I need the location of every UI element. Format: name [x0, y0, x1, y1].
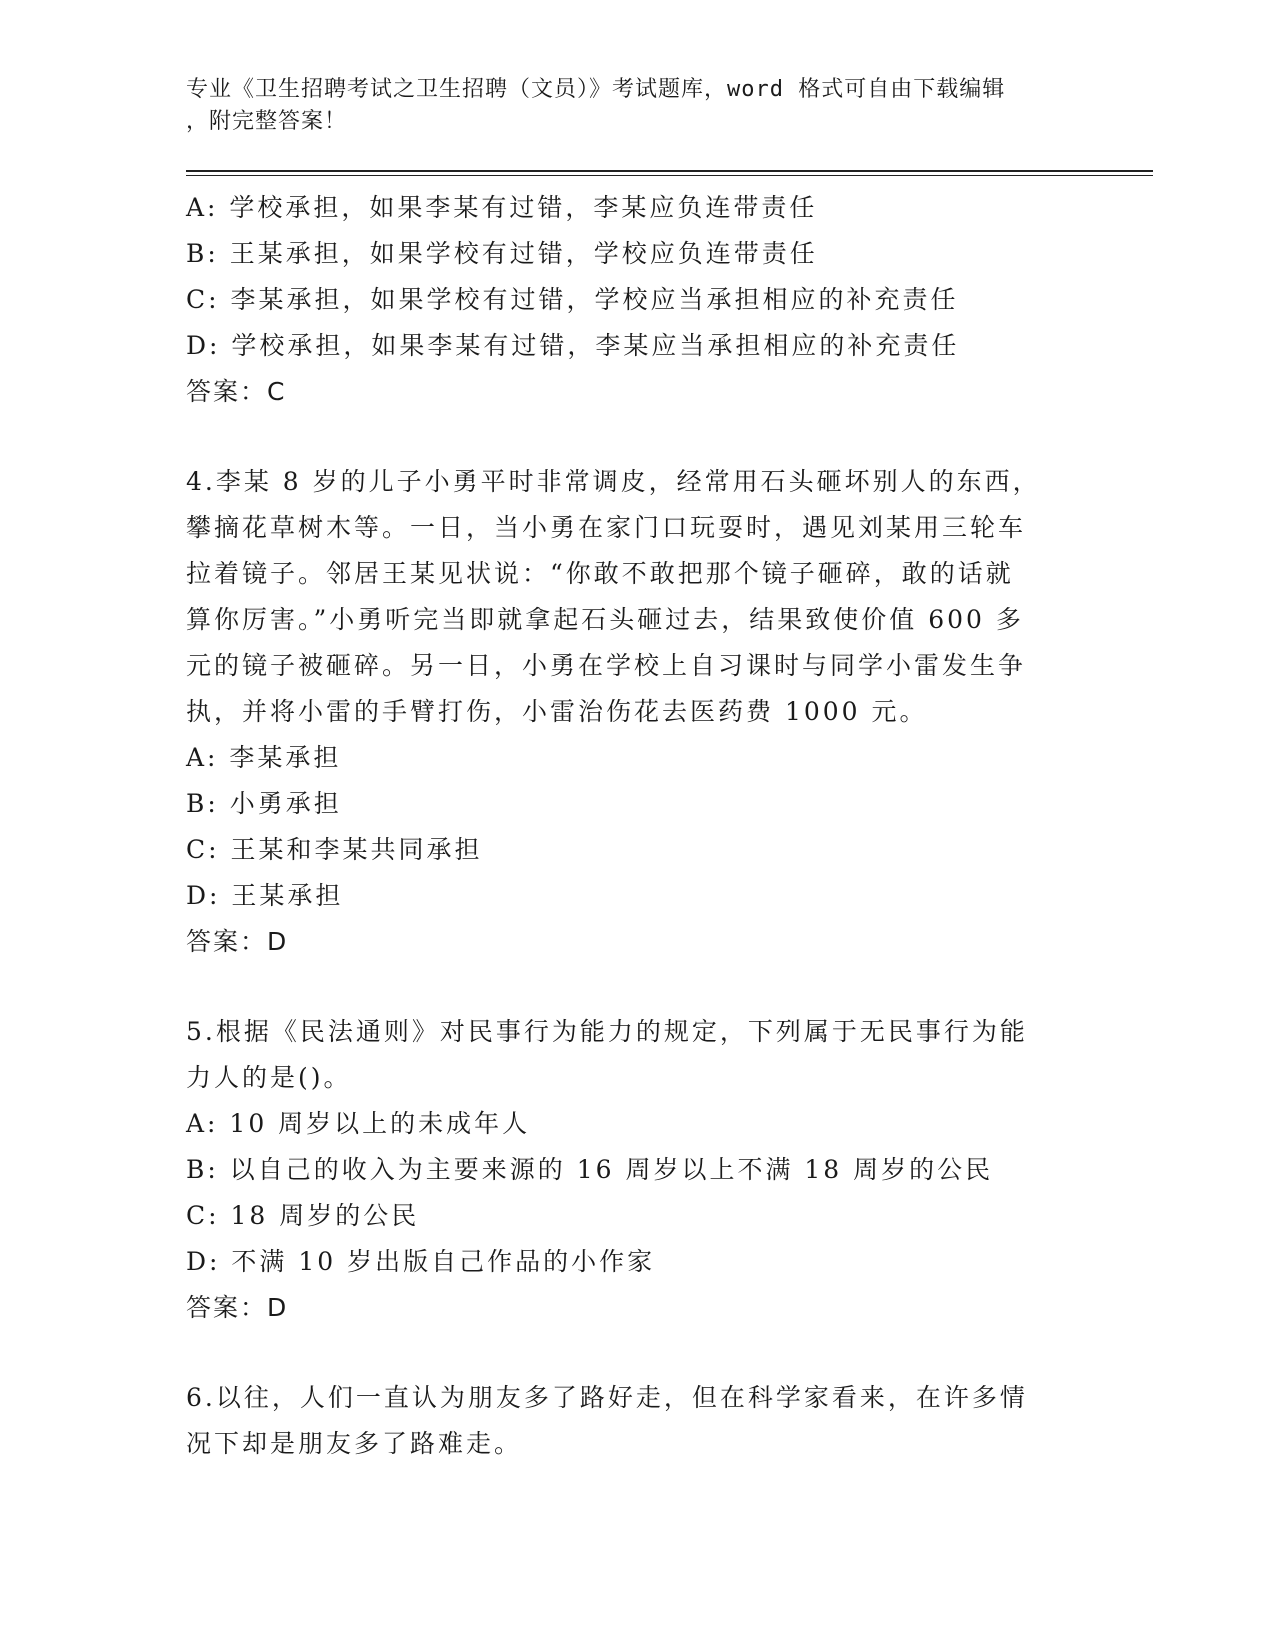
q4-stem-line-6: 执，并将小雷的手臂打伤，小雷治伤花去医药费 1000 元。 [186, 697, 928, 726]
header-rule-upper [186, 170, 1153, 172]
q3-option-c: C: 李某承担，如果学校有过错，学校应当承担相应的补充责任 [186, 285, 959, 314]
q3-answer: 答案：C [186, 377, 287, 406]
q4-stem-line-2: 攀摘花草树木等。一日，当小勇在家门口玩耍时，遇见刘某用三轮车 [186, 513, 1027, 542]
header-line-1: 专业《卫生招聘考试之卫生招聘（文员）》考试题库，word 格式可自由下载编辑 [186, 77, 1006, 102]
header-line-2: ，附完整答案！ [186, 109, 348, 134]
spacer [186, 1331, 1066, 1375]
q5-option-b: B: 以自己的收入为主要来源的 16 周岁以上不满 18 周岁的公民 [186, 1155, 994, 1184]
q4-stem-line-4: 算你厉害。”小勇听完当即就拿起石头砸过去，结果致使价值 600 多 [186, 605, 1024, 634]
q3-option-a: A: 学校承担，如果李某有过错，李某应负连带责任 [186, 193, 818, 222]
q5-option-c: C: 18 周岁的公民 [186, 1201, 420, 1230]
question-4 [186, 459, 1066, 965]
q4-stem-line-1: 4.李某 8 岁的儿子小勇平时非常调皮，经常用石头砸坏别人的东西， [186, 467, 1041, 496]
q5-answer: 答案：D [186, 1293, 289, 1322]
q3-option-d: D: 学校承担，如果李某有过错，李某应当承担相应的补充责任 [186, 331, 960, 360]
question-5 [186, 1009, 1066, 1331]
spacer [186, 415, 1066, 459]
q4-option-a: A: 李某承担 [186, 743, 342, 772]
spacer [186, 965, 1066, 1009]
q4-option-b: B: 小勇承担 [186, 789, 342, 818]
q6-stem-line-1: 6.以往，人们一直认为朋友多了路好走，但在科学家看来，在许多情 [186, 1383, 1028, 1412]
q5-stem-line-1: 5.根据《民法通则》对民事行为能力的规定，下列属于无民事行为能 [186, 1017, 1028, 1046]
q4-option-d: D: 王某承担 [186, 881, 344, 910]
document-header [186, 74, 1066, 138]
question-6 [186, 1375, 1066, 1467]
question-list [186, 185, 1066, 1467]
header-rule-lower [186, 175, 1153, 176]
q4-answer: 答案：D [186, 927, 289, 956]
q5-option-d: D: 不满 10 岁出版自己作品的小作家 [186, 1247, 656, 1276]
question-3-options [186, 185, 1066, 415]
q6-stem-line-2: 况下却是朋友多了路难走。 [186, 1429, 523, 1458]
q3-option-b: B: 王某承担，如果学校有过错，学校应负连带责任 [186, 239, 818, 268]
q5-stem-line-2: 力人的是()。 [186, 1063, 352, 1092]
q5-option-a: A: 10 周岁以上的未成年人 [186, 1109, 531, 1138]
q4-stem-line-3: 拉着镜子。邻居王某见状说：“你敢不敢把那个镜子砸碎，敢的话就 [186, 559, 1014, 588]
q4-stem-line-5: 元的镜子被砸碎。另一日，小勇在学校上自习课时与同学小雷发生争 [186, 651, 1027, 680]
q4-option-c: C: 王某和李某共同承担 [186, 835, 483, 864]
